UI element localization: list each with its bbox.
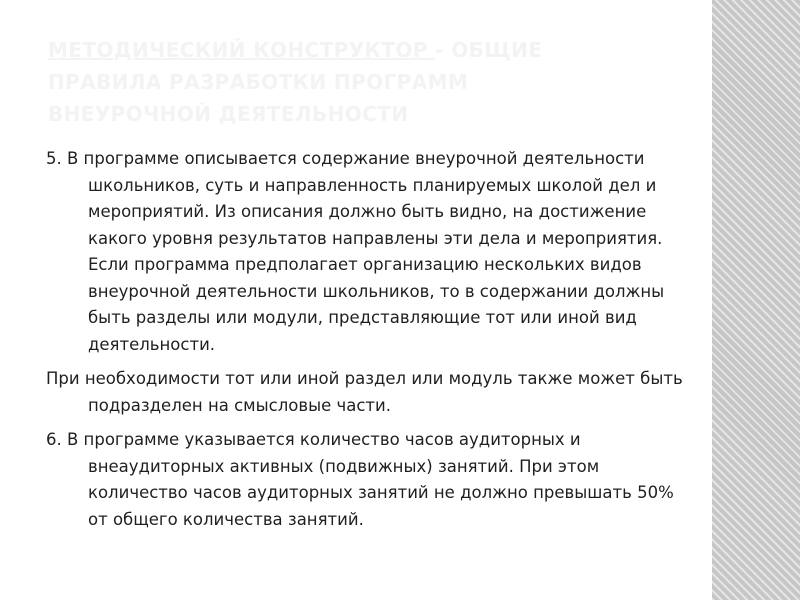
- slide-title-underlined: МЕТОДИЧЕСКИЙ КОНСТРУКТОР: [48, 38, 436, 62]
- slide-body: [46, 146, 686, 541]
- paragraph-item-5: 5. В программе описывается содержание внеурочной деятельности школьников, суть и направленность планируемых школой дел и мероприятий. Из описания должно быть видно, на достижение какого уровня результатов направлены эти дела и мероприятия. Если программа предполагает организацию нескольких видов внеурочной деятельности школьников, то в содержании должны быть разделы или модули, представляющие тот или иной вид деятельности.: [46, 149, 665, 354]
- slide-title-rest: - ОБЩИЕ ПРАВИЛА РАЗРАБОТКИ ПРОГРАММ ВНЕУРОЧНОЙ ДЕЯТЕЛЬНОСТИ: [48, 38, 543, 126]
- slide-title: [48, 34, 608, 130]
- decorative-side-band: [712, 0, 800, 600]
- paragraph-subsection-note: При необходимости тот или иной раздел или модуль также может быть подразделен на смысловые части.: [46, 369, 683, 415]
- paragraph-item-6: 6. В программе указывается количество часов аудиторных и внеаудиторных активных (подвижных) занятий. При этом количество часов аудиторных занятий не должно превышать 50% от общего количества занятий.: [46, 430, 674, 529]
